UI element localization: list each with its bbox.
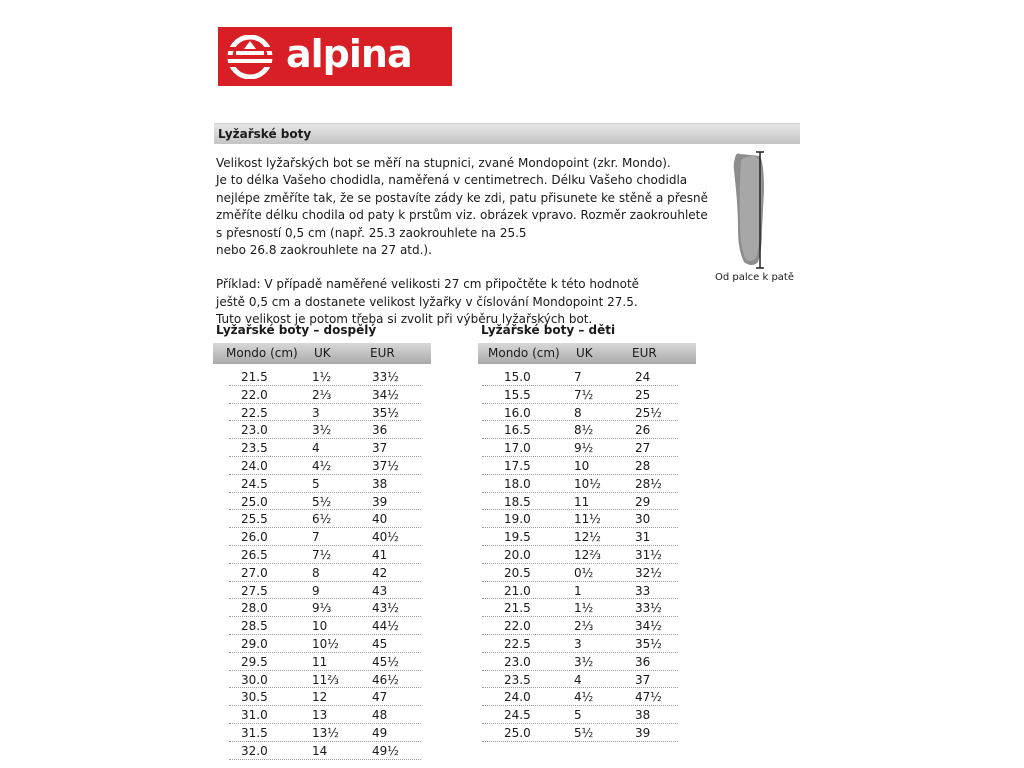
cell-mondo: 30.0 [241, 672, 268, 687]
table-row [229, 404, 421, 422]
cell-eur: 49½ [372, 743, 399, 758]
cell-uk: 13½ [312, 725, 339, 740]
cell-mondo: 30.5 [241, 690, 268, 705]
cell-eur: 44½ [372, 619, 399, 634]
cell-uk: 7½ [574, 387, 594, 402]
cell-mondo: 20.5 [504, 565, 531, 580]
cell-mondo: 22.5 [504, 636, 531, 651]
table-row [229, 493, 421, 511]
cell-uk: 3½ [312, 423, 332, 438]
cell-mondo: 27.5 [241, 583, 268, 598]
table-row [229, 635, 421, 653]
cell-uk: 10 [312, 619, 328, 634]
table-row [482, 724, 678, 742]
cell-uk: 1½ [312, 370, 332, 384]
kids-table-body [482, 368, 678, 742]
cell-uk: 5½ [574, 725, 594, 740]
cell-uk: 11 [312, 654, 328, 669]
table-row [229, 439, 421, 457]
cell-uk: 4½ [312, 458, 332, 473]
cell-mondo: 15.0 [504, 370, 531, 384]
intro-paragraph-2: Příklad: V případě naměřené velikosti 27 cm připočtěte k této hodnotě ještě 0,5 cm a dostanete velikost lyžařky v číslování Mondopoint 27.5. Tuto velikost je potom třeba si zvolit při výběru lyžařských bot. [216, 277, 640, 327]
cell-mondo: 29.5 [241, 654, 268, 669]
cell-mondo: 17.5 [504, 458, 531, 473]
cell-mondo: 21.0 [504, 583, 531, 598]
cell-uk: 8 [574, 405, 582, 420]
cell-eur: 37 [372, 441, 388, 456]
cell-uk: 5 [312, 476, 320, 491]
cell-eur: 28 [635, 458, 651, 473]
kids-header-mondo: Mondo (cm) [488, 346, 560, 360]
cell-mondo: 23.0 [504, 654, 531, 669]
cell-mondo: 16.0 [504, 405, 531, 420]
intro-paragraph-1: Velikost lyžařských bot se měří na stupnici, zvané Mondopoint (zkr. Mondo). Je to délka Vašeho chodidla, naměřená v centimetrech. Délku Vašeho chodidla nejlépe změříte tak, že se postavíte zády ke zdi, patu přisunete ke stěně a přesně změříte délku chodila od paty k prstům viz. obrázek vpravo. Rozměr zaokrouhlete s přesností 0,5 cm (např. 25.3 zaokrouhlete na 25.5 nebo 26.8 zaokrouhlete na 27 atd.). [216, 156, 709, 258]
table-row [482, 528, 678, 546]
cell-mondo: 23.5 [504, 672, 531, 687]
table-row [229, 599, 421, 617]
cell-uk: 4 [312, 441, 320, 456]
table-row [482, 599, 678, 617]
cell-mondo: 31.5 [241, 725, 268, 740]
cell-eur: 39 [372, 494, 388, 509]
table-row [229, 386, 421, 404]
adults-table-title: Lyžařské boty – dospělý [216, 323, 377, 337]
cell-mondo: 19.5 [504, 530, 531, 545]
cell-uk: 9½ [574, 441, 594, 456]
cell-uk: 1 [574, 583, 582, 598]
adults-header-uk: UK [314, 346, 331, 360]
kids-table-title: Lyžařské boty – děti [481, 323, 616, 337]
cell-mondo: 24.5 [504, 708, 531, 723]
cell-mondo: 26.5 [241, 547, 268, 562]
cell-uk: 10½ [312, 636, 339, 651]
cell-eur: 36 [372, 423, 388, 438]
cell-eur: 39 [635, 725, 651, 740]
table-row [482, 653, 678, 671]
table-row [482, 546, 678, 564]
table-row [229, 742, 421, 760]
cell-mondo: 24.0 [241, 458, 268, 473]
table-row [482, 475, 678, 493]
table-row [229, 653, 421, 671]
section-title: Lyžařské boty [214, 123, 800, 144]
cell-mondo: 25.0 [241, 494, 268, 509]
cell-mondo: 25.0 [504, 725, 531, 740]
cell-mondo: 25.5 [241, 512, 268, 527]
cell-eur: 48 [372, 708, 388, 723]
cell-uk: 7½ [312, 547, 332, 562]
cell-mondo: 15.5 [504, 387, 531, 402]
cell-eur: 36 [635, 654, 651, 669]
cell-eur: 38 [372, 476, 388, 491]
cell-eur: 33½ [635, 601, 662, 616]
cell-mondo: 26.0 [241, 530, 268, 545]
table-row [229, 368, 421, 386]
cell-eur: 40 [372, 512, 388, 527]
cell-eur: 49 [372, 725, 388, 740]
cell-mondo: 22.0 [504, 619, 531, 634]
cell-eur: 27 [635, 441, 651, 456]
table-row [482, 706, 678, 724]
cell-uk: 9⅓ [312, 601, 332, 616]
intro-text [216, 155, 716, 329]
cell-uk: 2⅓ [574, 619, 594, 634]
table-row [229, 617, 421, 635]
cell-eur: 25 [635, 387, 651, 402]
cell-eur: 33½ [372, 370, 399, 384]
kids-header-eur: EUR [632, 346, 657, 360]
cell-uk: 4 [574, 672, 582, 687]
table-row [229, 706, 421, 724]
table-row [482, 404, 678, 422]
cell-mondo: 17.0 [504, 441, 531, 456]
cell-uk: 11½ [574, 512, 601, 527]
cell-eur: 37 [635, 672, 651, 687]
cell-eur: 40½ [372, 530, 399, 545]
cell-mondo: 32.0 [241, 743, 268, 758]
cell-uk: 6½ [312, 512, 332, 527]
cell-mondo: 24.5 [241, 476, 268, 491]
cell-uk: 11 [574, 494, 590, 509]
cell-eur: 28½ [635, 476, 662, 491]
cell-mondo: 31.0 [241, 708, 268, 723]
cell-uk: 7 [574, 370, 582, 384]
cell-mondo: 23.5 [241, 441, 268, 456]
cell-mondo: 19.0 [504, 512, 531, 527]
cell-mondo: 21.5 [504, 601, 531, 616]
kids-header-uk: UK [576, 346, 593, 360]
cell-mondo: 23.0 [241, 423, 268, 438]
cell-eur: 29 [635, 494, 651, 509]
table-row [229, 528, 421, 546]
table-row [482, 368, 678, 386]
table-row [482, 564, 678, 582]
cell-eur: 43½ [372, 601, 399, 616]
adults-table-header [213, 343, 431, 364]
adults-header-eur: EUR [370, 346, 395, 360]
table-row [229, 671, 421, 689]
cell-uk: 5 [574, 708, 582, 723]
table-row [482, 635, 678, 653]
cell-eur: 47½ [635, 690, 662, 705]
table-row [229, 510, 421, 528]
cell-uk: 3 [312, 405, 320, 420]
cell-eur: 30 [635, 512, 651, 527]
table-row [482, 493, 678, 511]
table-row [229, 475, 421, 493]
cell-eur: 45 [372, 636, 388, 651]
table-row [229, 457, 421, 475]
alpina-logo [218, 27, 452, 86]
cell-uk: 13 [312, 708, 328, 723]
cell-mondo: 22.0 [241, 387, 268, 402]
cell-eur: 32½ [635, 565, 662, 580]
cell-eur: 37½ [372, 458, 399, 473]
table-row [482, 617, 678, 635]
cell-uk: 12⅔ [574, 547, 601, 562]
table-row [482, 671, 678, 689]
cell-eur: 35½ [635, 636, 662, 651]
cell-uk: 3 [574, 636, 582, 651]
cell-uk: 8½ [574, 423, 594, 438]
cell-uk: 5½ [312, 494, 332, 509]
cell-uk: 1½ [574, 601, 594, 616]
cell-uk: 9 [312, 583, 320, 598]
foot-outline-icon [726, 150, 776, 270]
cell-mondo: 18.0 [504, 476, 531, 491]
cell-eur: 46½ [372, 672, 399, 687]
cell-eur: 47 [372, 690, 388, 705]
table-row [229, 421, 421, 439]
cell-mondo: 29.0 [241, 636, 268, 651]
cell-uk: 10 [574, 458, 590, 473]
cell-uk: 11⅔ [312, 672, 339, 687]
cell-mondo: 27.0 [241, 565, 268, 580]
cell-mondo: 28.0 [241, 601, 268, 616]
cell-eur: 33 [635, 583, 651, 598]
kids-table-header [478, 343, 696, 364]
cell-eur: 41 [372, 547, 388, 562]
cell-mondo: 22.5 [241, 405, 268, 420]
table-row [482, 582, 678, 600]
cell-mondo: 20.0 [504, 547, 531, 562]
cell-uk: 8 [312, 565, 320, 580]
cell-uk: 0½ [574, 565, 594, 580]
cell-uk: 2⅓ [312, 387, 332, 402]
cell-mondo: 16.5 [504, 423, 531, 438]
cell-eur: 34½ [372, 387, 399, 402]
cell-eur: 43 [372, 583, 388, 598]
cell-eur: 34½ [635, 619, 662, 634]
cell-eur: 42 [372, 565, 388, 580]
table-row [229, 724, 421, 742]
cell-uk: 4½ [574, 690, 594, 705]
cell-eur: 38 [635, 708, 651, 723]
alpina-emblem-icon [226, 35, 274, 79]
cell-eur: 24 [635, 370, 651, 384]
table-row [482, 510, 678, 528]
cell-uk: 3½ [574, 654, 594, 669]
brand-name: alpina [286, 32, 412, 76]
table-row [229, 582, 421, 600]
table-row [229, 564, 421, 582]
foot-caption: Od palce k patě [715, 272, 794, 283]
cell-eur: 26 [635, 423, 651, 438]
cell-mondo: 21.5 [241, 370, 268, 384]
table-row [482, 457, 678, 475]
cell-uk: 12½ [574, 530, 601, 545]
table-row [229, 546, 421, 564]
cell-mondo: 18.5 [504, 494, 531, 509]
cell-uk: 10½ [574, 476, 601, 491]
cell-uk: 12 [312, 690, 328, 705]
cell-uk: 7 [312, 530, 320, 545]
cell-uk: 14 [312, 743, 328, 758]
cell-eur: 45½ [372, 654, 399, 669]
adults-table-body [229, 368, 421, 760]
cell-eur: 35½ [372, 405, 399, 420]
cell-eur: 31 [635, 530, 651, 545]
adults-header-mondo: Mondo (cm) [226, 346, 298, 360]
cell-mondo: 28.5 [241, 619, 268, 634]
table-row [482, 421, 678, 439]
cell-eur: 25½ [635, 405, 662, 420]
cell-eur: 31½ [635, 547, 662, 562]
cell-mondo: 24.0 [504, 690, 531, 705]
table-row [482, 439, 678, 457]
table-row [229, 688, 421, 706]
table-row [482, 688, 678, 706]
table-row [482, 386, 678, 404]
